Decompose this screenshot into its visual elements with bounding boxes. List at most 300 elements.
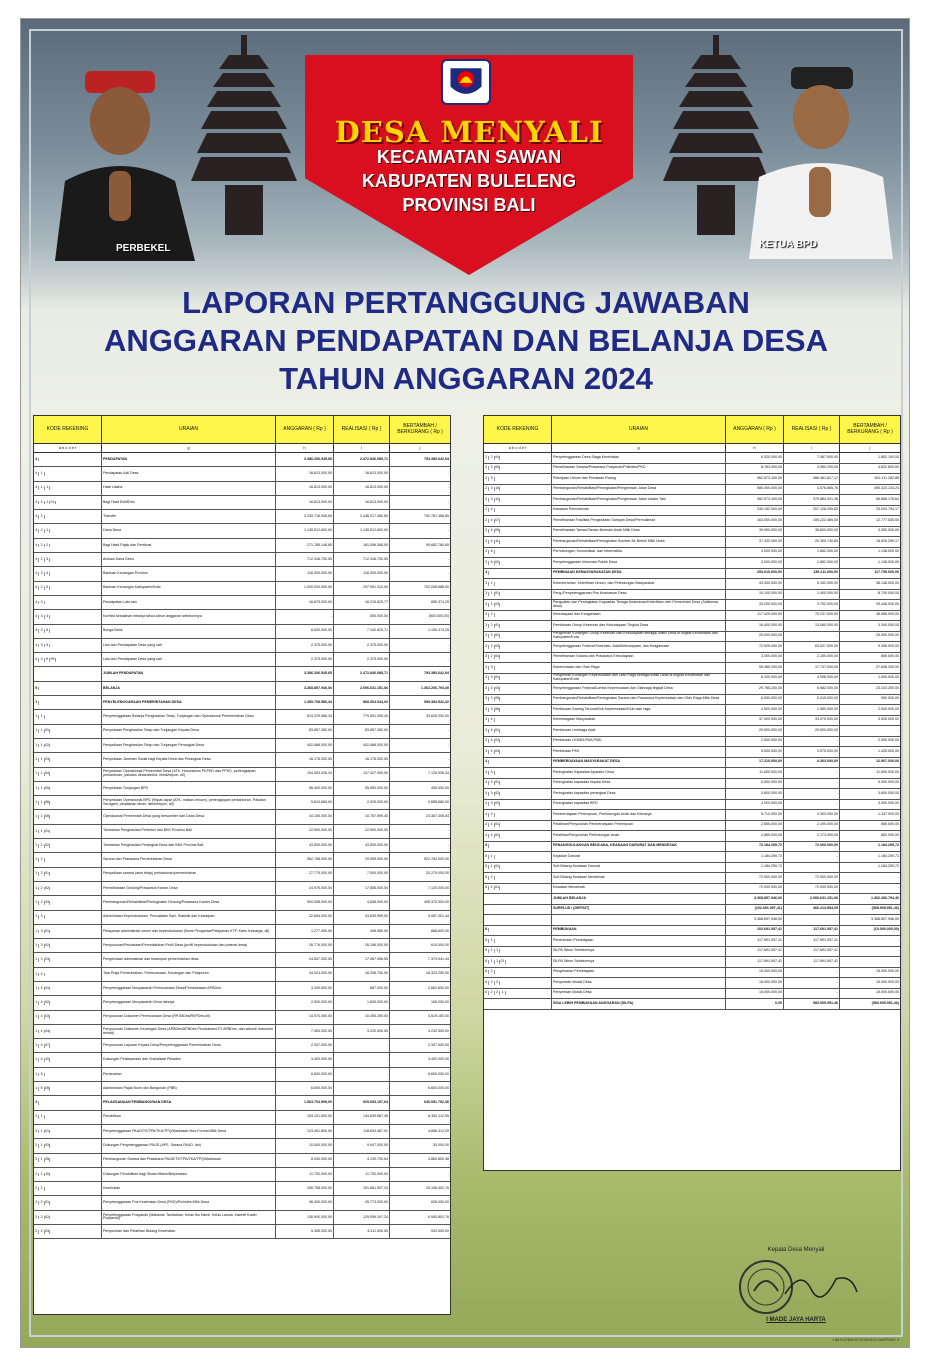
row-kode: [34, 853, 102, 866]
table-row: [34, 1068, 450, 1082]
left-table-header: [34, 416, 450, 444]
header-kode: KODE REKENING: [34, 416, 102, 443]
row-anggaran: 271.785.148,65: [276, 539, 334, 552]
row-realisasi: 17.067.958,55: [334, 953, 390, 966]
kode-segment: 4: [34, 458, 39, 462]
table-row: [484, 579, 900, 590]
row-anggaran: -: [276, 610, 334, 623]
row-anggaran: 16.813.000,00: [276, 482, 334, 495]
ketua-bpd-photo: [741, 59, 901, 259]
kode-segment: 01: [495, 622, 499, 627]
table-row: [34, 596, 450, 610]
row-realisasi: 2.925.000,00: [334, 796, 390, 809]
kode-segment: 2: [34, 1130, 39, 1134]
kode-segment: 4: [489, 729, 494, 733]
row-kode: [484, 936, 552, 946]
kode-segment: 3: [484, 666, 489, 670]
row-uraian: Penyediaan Jaminan Sosial bagi Kepala Desa dan Perangkat Desa: [102, 753, 276, 766]
row-bertambah: 33.626.000,00: [426, 714, 449, 719]
row-kode: [34, 839, 102, 852]
kode-segment: 9: [45, 644, 50, 648]
table-row: [484, 674, 900, 685]
kode-segment: 02: [45, 842, 49, 847]
row-kode: [34, 1096, 102, 1109]
row-anggaran: 6.050.000,00: [726, 695, 784, 705]
row-realisasi: 2.150.000,00: [784, 653, 840, 663]
row-realisasi: 16.206.750,00: [334, 968, 390, 981]
row-uraian: Pekerjaan Umum dan Penataan Ruang: [552, 474, 726, 484]
row-kode: [484, 957, 552, 967]
row-kode: [34, 1111, 102, 1124]
row-uraian: Penyelenggaraan PAUD/TK/TPA/TKA/TPQ/Madrasah Non-Formal Milik Desa: [102, 1125, 276, 1138]
kode-segment: 2: [34, 1187, 39, 1191]
row-anggaran: 3.368.897.946,00: [726, 894, 784, 904]
row-kode: [484, 600, 552, 610]
row-bertambah: 3.368.897.946,00: [871, 916, 899, 921]
row-bertambah: 8.352.112,55: [428, 1114, 449, 1119]
kode-segment: 4: [34, 515, 39, 519]
kode-segment: 1: [489, 592, 494, 596]
row-kode: [34, 1039, 102, 1052]
table-row: [484, 894, 900, 905]
kode-segment: 1: [34, 830, 39, 834]
right-table-header: [484, 416, 900, 444]
row-bertambah: 6.600.000,00: [428, 1071, 449, 1076]
row-uraian: Sarana dan Prasarana Pemerintahan Desa: [102, 853, 276, 866]
row-bertambah: 659.374,29: [431, 599, 449, 604]
row-kode: [34, 982, 102, 995]
kode-segment: 1: [34, 1015, 39, 1019]
row-uraian: Kesehatan: [102, 1182, 276, 1195]
row-uraian: Peningkatan kapasitas perangkat Desa: [552, 789, 726, 799]
row-bertambah: -: [897, 948, 899, 953]
row-bertambah: 16.926.259,17: [876, 538, 899, 543]
table-row: [484, 999, 900, 1010]
row-uraian: Pembangunan/Rehabilitasi/Peningkatan Gedung/Prasarana Kantor Desa: [102, 896, 276, 909]
kabupaten-label: KABUPATEN BULELENG: [361, 171, 577, 191]
kode-segment: 02: [495, 832, 499, 837]
kode-segment: 3: [484, 634, 489, 638]
row-anggaran: 4.500.000,00: [726, 705, 784, 715]
row-uraian: Pengeluaran Pembiayaan: [552, 968, 726, 978]
row-kode: [484, 968, 552, 978]
signature-title: Kepala Desa Menyali: [767, 1247, 825, 1253]
row-uraian: Pembangunan/Rehabilitasi/Peningkatan/Pengerasan Jalan Desa: [552, 485, 726, 495]
row-kode: [34, 868, 102, 881]
row-anggaran: 0,00: [726, 999, 784, 1009]
row-kode: [34, 682, 102, 695]
kode-segment: 4: [34, 615, 39, 619]
row-anggaran: 14.974.450,00: [276, 1011, 334, 1024]
table-row: [34, 896, 450, 910]
table-row: [484, 789, 900, 800]
kode-segment: 3: [39, 958, 44, 962]
row-kode: [484, 947, 552, 957]
row-bertambah: 850.000,00: [881, 654, 899, 659]
row-realisasi: 4.096.000,00: [784, 674, 840, 684]
table-row: [484, 905, 900, 916]
kode-segment: 4: [484, 781, 489, 785]
row-realisasi: 408.580,00: [334, 925, 390, 938]
row-uraian: Penyediaan Operasional Pemerintah Desa (ATK, Honorarium PKPKD dan PPKD, perlengkapan perkantoran, pakaian dinas/atribut, listrik/telpon, dll): [102, 768, 276, 781]
row-uraian: Penyertaan Modal Desa: [552, 989, 726, 999]
kode-segment: 4: [45, 572, 50, 576]
row-realisasi: 6.682.000,00: [784, 684, 840, 694]
row-bertambah: 9.398.000,00: [878, 643, 899, 648]
kode-segment: 4: [489, 750, 494, 754]
row-realisasi: 868.004.044,02: [334, 696, 390, 709]
row-realisasi: 135.211.000,00: [784, 569, 840, 579]
table-row: [484, 968, 900, 979]
row-realisasi: 9.947.000,00: [334, 1139, 390, 1152]
poster: [20, 18, 910, 1348]
row-bertambah: 12.777.535,00: [876, 517, 899, 522]
table-row: [34, 682, 450, 696]
row-realisasi: 2.190.000,00: [784, 821, 840, 831]
row-bertambah: 6.600.000,00: [428, 1085, 449, 1090]
table-row: [34, 1096, 450, 1110]
kode-segment: 1: [34, 973, 39, 977]
row-bertambah: -: [447, 842, 449, 847]
table-row: [484, 569, 900, 580]
row-bertambah: 1.425.000,00: [878, 748, 899, 753]
row-realisasi: 7.500.000,00: [334, 868, 390, 881]
row-kode: [34, 1082, 102, 1095]
row-anggaran: 2.347.000,00: [276, 1039, 334, 1052]
kode-segment: 01: [495, 780, 499, 785]
row-bertambah: 793.380.642,94: [424, 671, 449, 676]
row-kode: [34, 667, 102, 680]
kode-segment: 01: [495, 822, 499, 827]
row-anggaran: 2.375.000,00: [276, 653, 334, 666]
table-row: [34, 925, 450, 939]
kode-segment: 3: [484, 739, 489, 743]
kode-segment: 4: [39, 1015, 44, 1019]
row-realisasi: -: [334, 1039, 390, 1052]
table-row: [34, 868, 450, 882]
kecamatan-label: KECAMATAN SAWAN: [376, 147, 562, 167]
row-kode: [484, 695, 552, 705]
table-row: [34, 1025, 450, 1039]
report-title-line3: TAHUN ANGGARAN 2024: [279, 361, 653, 396]
row-kode: [484, 894, 552, 904]
kode-segment: 02: [45, 942, 49, 947]
row-kode: [484, 926, 552, 936]
row-anggaran: 10.100.000,00: [726, 590, 784, 600]
kode-segment: 1: [39, 787, 44, 791]
kode-segment: 01: [495, 675, 499, 680]
kode-segment: 6: [484, 960, 489, 964]
right-table-codes: a b c d e f g h i j: [484, 444, 900, 453]
kode-segment: 2: [489, 886, 494, 890]
row-realisasi: 2.375.000,00: [334, 653, 390, 666]
row-bertambah: 3.400.000,00: [428, 1057, 449, 1062]
table-row: [34, 696, 450, 710]
kode-segment: 2: [489, 991, 494, 995]
row-realisasi: 129.959.197,24: [334, 1211, 390, 1224]
table-row: [34, 725, 450, 739]
table-row: [34, 825, 450, 839]
table-row: [34, 810, 450, 824]
row-kode: [34, 1225, 102, 1238]
table-row: [34, 539, 450, 553]
row-kode: [484, 537, 552, 547]
row-realisasi: 1.862.000,00: [784, 548, 840, 558]
row-bertambah: 23.103.200,00: [876, 685, 899, 690]
kode-segment: 07: [45, 1042, 49, 1047]
row-bertambah: 2.540.000,00: [878, 706, 899, 711]
row-bertambah: 1.005.000,00: [878, 675, 899, 680]
kode-segment: 3: [484, 603, 489, 607]
kode-segment: 2: [39, 858, 44, 862]
regency-logo-icon: [441, 59, 491, 105]
kode-segment: 01: [45, 871, 49, 876]
row-realisasi: 116.000.000,00: [334, 567, 390, 580]
row-realisasi: 117.691.097,41: [784, 936, 840, 946]
kode-segment: 4: [34, 472, 39, 476]
row-uraian: PENANGGULANGAN BENCANA, KEADAAN DARURAT DAN MENDESAK: [552, 842, 726, 852]
row-realisasi: 925.653.197,64: [334, 1096, 390, 1109]
kode-segment: 4: [34, 629, 39, 633]
kode-segment: 1: [39, 486, 44, 490]
row-bertambah: 53.000,00: [433, 1143, 449, 1148]
row-bertambah: -: [447, 485, 449, 490]
row-realisasi: 386.461.817,12: [784, 474, 840, 484]
row-bertambah: 15.000.000,00: [876, 979, 899, 984]
kode-segment: 1: [39, 744, 44, 748]
row-kode: [34, 753, 102, 766]
row-kode: [34, 1211, 102, 1224]
kode-segment: 1: [39, 729, 44, 733]
row-realisasi: 117.691.097,41: [784, 947, 840, 957]
row-kode: [34, 996, 102, 1009]
kode-segment: 2: [39, 529, 44, 533]
row-realisasi: 1.400.000,00: [784, 590, 840, 600]
row-kode: [34, 467, 102, 480]
row-bertambah: 793.380.642,94: [424, 456, 449, 461]
kode-segment: 4: [484, 771, 489, 775]
kode-segment: 1: [489, 855, 494, 859]
kode-segment: 3: [484, 750, 489, 754]
kode-segment: 3: [489, 498, 494, 502]
table-row: [484, 852, 900, 863]
row-bertambah: -: [447, 828, 449, 833]
row-uraian: Bagi Hasil BUMDes: [102, 496, 276, 509]
header-bertambah: BERTAMBAH / BERKURANG ( Rp ): [847, 423, 893, 435]
kode-segment: 4: [39, 987, 44, 991]
kode-segment: 03: [495, 685, 499, 690]
row-anggaran: 16.813.000,00: [276, 467, 334, 480]
row-realisasi: -: [784, 968, 840, 978]
row-realisasi: 207.128.205,83: [784, 506, 840, 516]
row-kode: [484, 842, 552, 852]
row-anggaran: 117.691.097,41: [726, 936, 784, 946]
table-row: [34, 1211, 450, 1225]
footer-note: LIM KLEMA KTS/2024/3 DAMPING 4: [832, 1337, 899, 1342]
kode-segment: 1: [39, 830, 44, 834]
table-row: [34, 1011, 450, 1025]
table-row: [484, 506, 900, 517]
row-uraian: Pemberdayaan Perempuan, Perlindungan Anak dan Keluarga: [552, 810, 726, 820]
kode-segment: 2: [484, 508, 489, 512]
row-uraian: SiLPA Tahun Sebelumnya: [552, 947, 726, 957]
kode-segment: 2: [489, 876, 494, 880]
row-realisasi: -: [334, 1053, 390, 1066]
table-row: [484, 684, 900, 695]
row-realisasi: 150.222.465,00: [784, 516, 840, 526]
table-row: [484, 590, 900, 601]
row-bertambah: 1.184.259,72: [878, 864, 899, 869]
row-kode: [34, 1154, 102, 1167]
row-realisasi: 181.096.368,00: [334, 539, 390, 552]
row-uraian: Keadaan Mendesak: [552, 884, 726, 894]
row-realisasi: 43.635.599,00: [334, 911, 390, 924]
kode-segment: 4: [484, 813, 489, 817]
row-bertambah: 2.662.600,00: [428, 985, 449, 990]
row-uraian: Pembangunan/Rehabilitasi/Peningkatan Sarana dan Prasarana Kepemudaan dan Olah Raga Milik Desa: [552, 695, 726, 705]
kode-segment: 2: [39, 572, 44, 576]
kode-segment: 4: [39, 1001, 44, 1005]
kode-segment: 12: [495, 496, 499, 501]
kode-segment: 1: [34, 872, 39, 876]
row-anggaran: 9.320.000,00: [726, 453, 784, 463]
kode-segment: 01: [45, 985, 49, 990]
row-anggaran: 163.000.000,00: [726, 516, 784, 526]
kode-segment: 1: [39, 772, 44, 776]
row-realisasi: 16.215.625,77: [334, 596, 390, 609]
kode-segment: 3: [484, 582, 489, 586]
row-realisasi: 2.006.631.151,66: [784, 894, 840, 904]
row-kode: [484, 905, 552, 915]
row-bertambah: -: [447, 742, 449, 747]
row-uraian: SiLPA Tahun Sebelumnya: [552, 957, 726, 967]
table-row: [484, 600, 900, 611]
row-kode: [34, 810, 102, 823]
row-anggaran: 15.000.000,00: [726, 978, 784, 988]
row-bertambah: 522.763.000,00: [424, 857, 449, 862]
table-row: [484, 978, 900, 989]
row-kode: [34, 482, 102, 495]
row-anggaran: 15.000.000,00: [726, 989, 784, 999]
kode-segment: 03: [45, 757, 49, 762]
row-uraian: BELANJA: [102, 682, 276, 695]
kode-segment: 4: [489, 834, 494, 838]
row-uraian: Pendapatan Asli Desa: [102, 467, 276, 480]
kode-segment: 2: [484, 529, 489, 533]
row-kode: [484, 884, 552, 894]
row-uraian: SISA LEBIH PEMBIAYAAN ANGGARAN (SILPA): [552, 999, 726, 1009]
kode-segment: 1: [34, 930, 39, 934]
row-kode: [484, 579, 552, 589]
row-realisasi: 466.214.954,05: [784, 905, 840, 915]
kode-segment: 2: [484, 487, 489, 491]
kode-segment: 4: [489, 823, 494, 827]
row-realisasi: -: [784, 768, 840, 778]
kode-segment: 2: [39, 1187, 44, 1191]
kode-segment: 08: [45, 814, 49, 819]
row-anggaran: 240.152.000,00: [726, 506, 784, 516]
row-anggaran: 5.355.000,00: [276, 1225, 334, 1238]
row-bertambah: 37.638.200,00: [876, 664, 899, 669]
kode-segment: 03: [495, 643, 499, 648]
row-uraian: Bantuan Keuangan Kabupaten/Kota: [102, 582, 276, 595]
kode-segment: 4: [34, 529, 39, 533]
kode-segment: 1: [45, 529, 50, 533]
row-uraian: Penyelenggaraan Pos Kesehatan Desa (PKD)/Polindes Milik Desa: [102, 1196, 276, 1209]
row-bertambah: -: [447, 571, 449, 576]
row-anggaran: 43.500.000,00: [276, 839, 334, 852]
row-realisasi: 11.700.000,00: [334, 1168, 390, 1181]
header-realisasi: REALISASI ( Rp ): [784, 416, 840, 443]
kode-segment: 2: [34, 1230, 39, 1234]
row-realisasi: 72.000.000,00: [784, 873, 840, 883]
kode-segment: 03: [45, 1228, 49, 1233]
row-anggaran: 1.000.000.000,00: [276, 582, 334, 595]
row-uraian: Penyelenggaraan Musyawarah Perencanaan Desa/Pembahasan APBDes: [102, 982, 276, 995]
row-kode: [484, 527, 552, 537]
kode-segment: 4: [489, 813, 494, 817]
row-uraian: Lain-lain Pendapatan Desa yang sah: [102, 639, 276, 652]
kode-segment: 01: [495, 591, 499, 596]
kode-segment: 3: [484, 645, 489, 649]
kode-segment: 1: [34, 915, 39, 919]
kode-segment: 5: [39, 1087, 44, 1091]
kode-segment: 2: [484, 498, 489, 502]
kode-segment: 2: [484, 540, 489, 544]
row-uraian: Pengiriman Kontingen Kepemudaan dan Olah Raga sebagai Wakil Desa di tingkat Kecamatan dan Kabupaten/Kota: [552, 674, 726, 684]
row-realisasi: [784, 915, 840, 925]
row-uraian: Penyelenggaraan Festival/Lomba Kepemudaan dan Olahraga tingkat Desa: [552, 684, 726, 694]
row-kode: [34, 639, 102, 652]
table-row: [34, 1111, 450, 1125]
kode-segment: 2: [34, 1144, 39, 1148]
row-bertambah: 23.367.308,54: [426, 814, 449, 819]
kode-segment: 07: [495, 517, 499, 522]
row-bertambah: 1.347.000,00: [878, 811, 899, 816]
kode-segment: 10: [495, 486, 499, 491]
kode-segment: 3: [39, 615, 44, 619]
kode-segment: 3: [484, 624, 489, 628]
kode-segment: 5: [484, 865, 489, 869]
kode-segment: 3: [484, 697, 489, 701]
row-uraian: Dukungan Penyelenggaraan PAUD (APE, Sarana PAUD, dst): [102, 1139, 276, 1152]
row-bertambah: 1.852.100,00: [878, 454, 899, 459]
header-uraian: URAIAN: [552, 416, 726, 443]
table-row: [34, 553, 450, 567]
kode-segment: 2: [34, 1201, 39, 1205]
row-anggaran: 17.210.000,00: [726, 758, 784, 768]
row-uraian: Penguatan dan Peningkatan Kapasitas Tenaga Keamanan/Ketertiban oleh Pemerintah Desa (Satlinmas desa): [552, 600, 726, 610]
table-row: [484, 737, 900, 748]
row-kode: [484, 800, 552, 810]
ketua-bpd-label: KETUA BPD: [759, 239, 817, 250]
left-table-body: [34, 453, 450, 1239]
kode-segment: 2: [39, 544, 44, 548]
kode-segment: 1: [34, 887, 39, 891]
row-kode: [34, 510, 102, 523]
row-bertambah: 502.111.282,88: [874, 475, 899, 480]
row-realisasi: 7.340.625,71: [334, 625, 390, 638]
kode-segment: 1: [34, 729, 39, 733]
kode-segment: 03: [45, 900, 49, 905]
row-bertambah: 943.500,00: [431, 1228, 449, 1233]
table-row: [34, 782, 450, 796]
row-anggaran: 37.332.000,00: [726, 537, 784, 547]
row-kode: [484, 642, 552, 652]
kode-segment: 03: [495, 601, 499, 606]
kode-segment: 3: [489, 781, 494, 785]
row-realisasi: 147.427.490,00: [334, 768, 390, 781]
